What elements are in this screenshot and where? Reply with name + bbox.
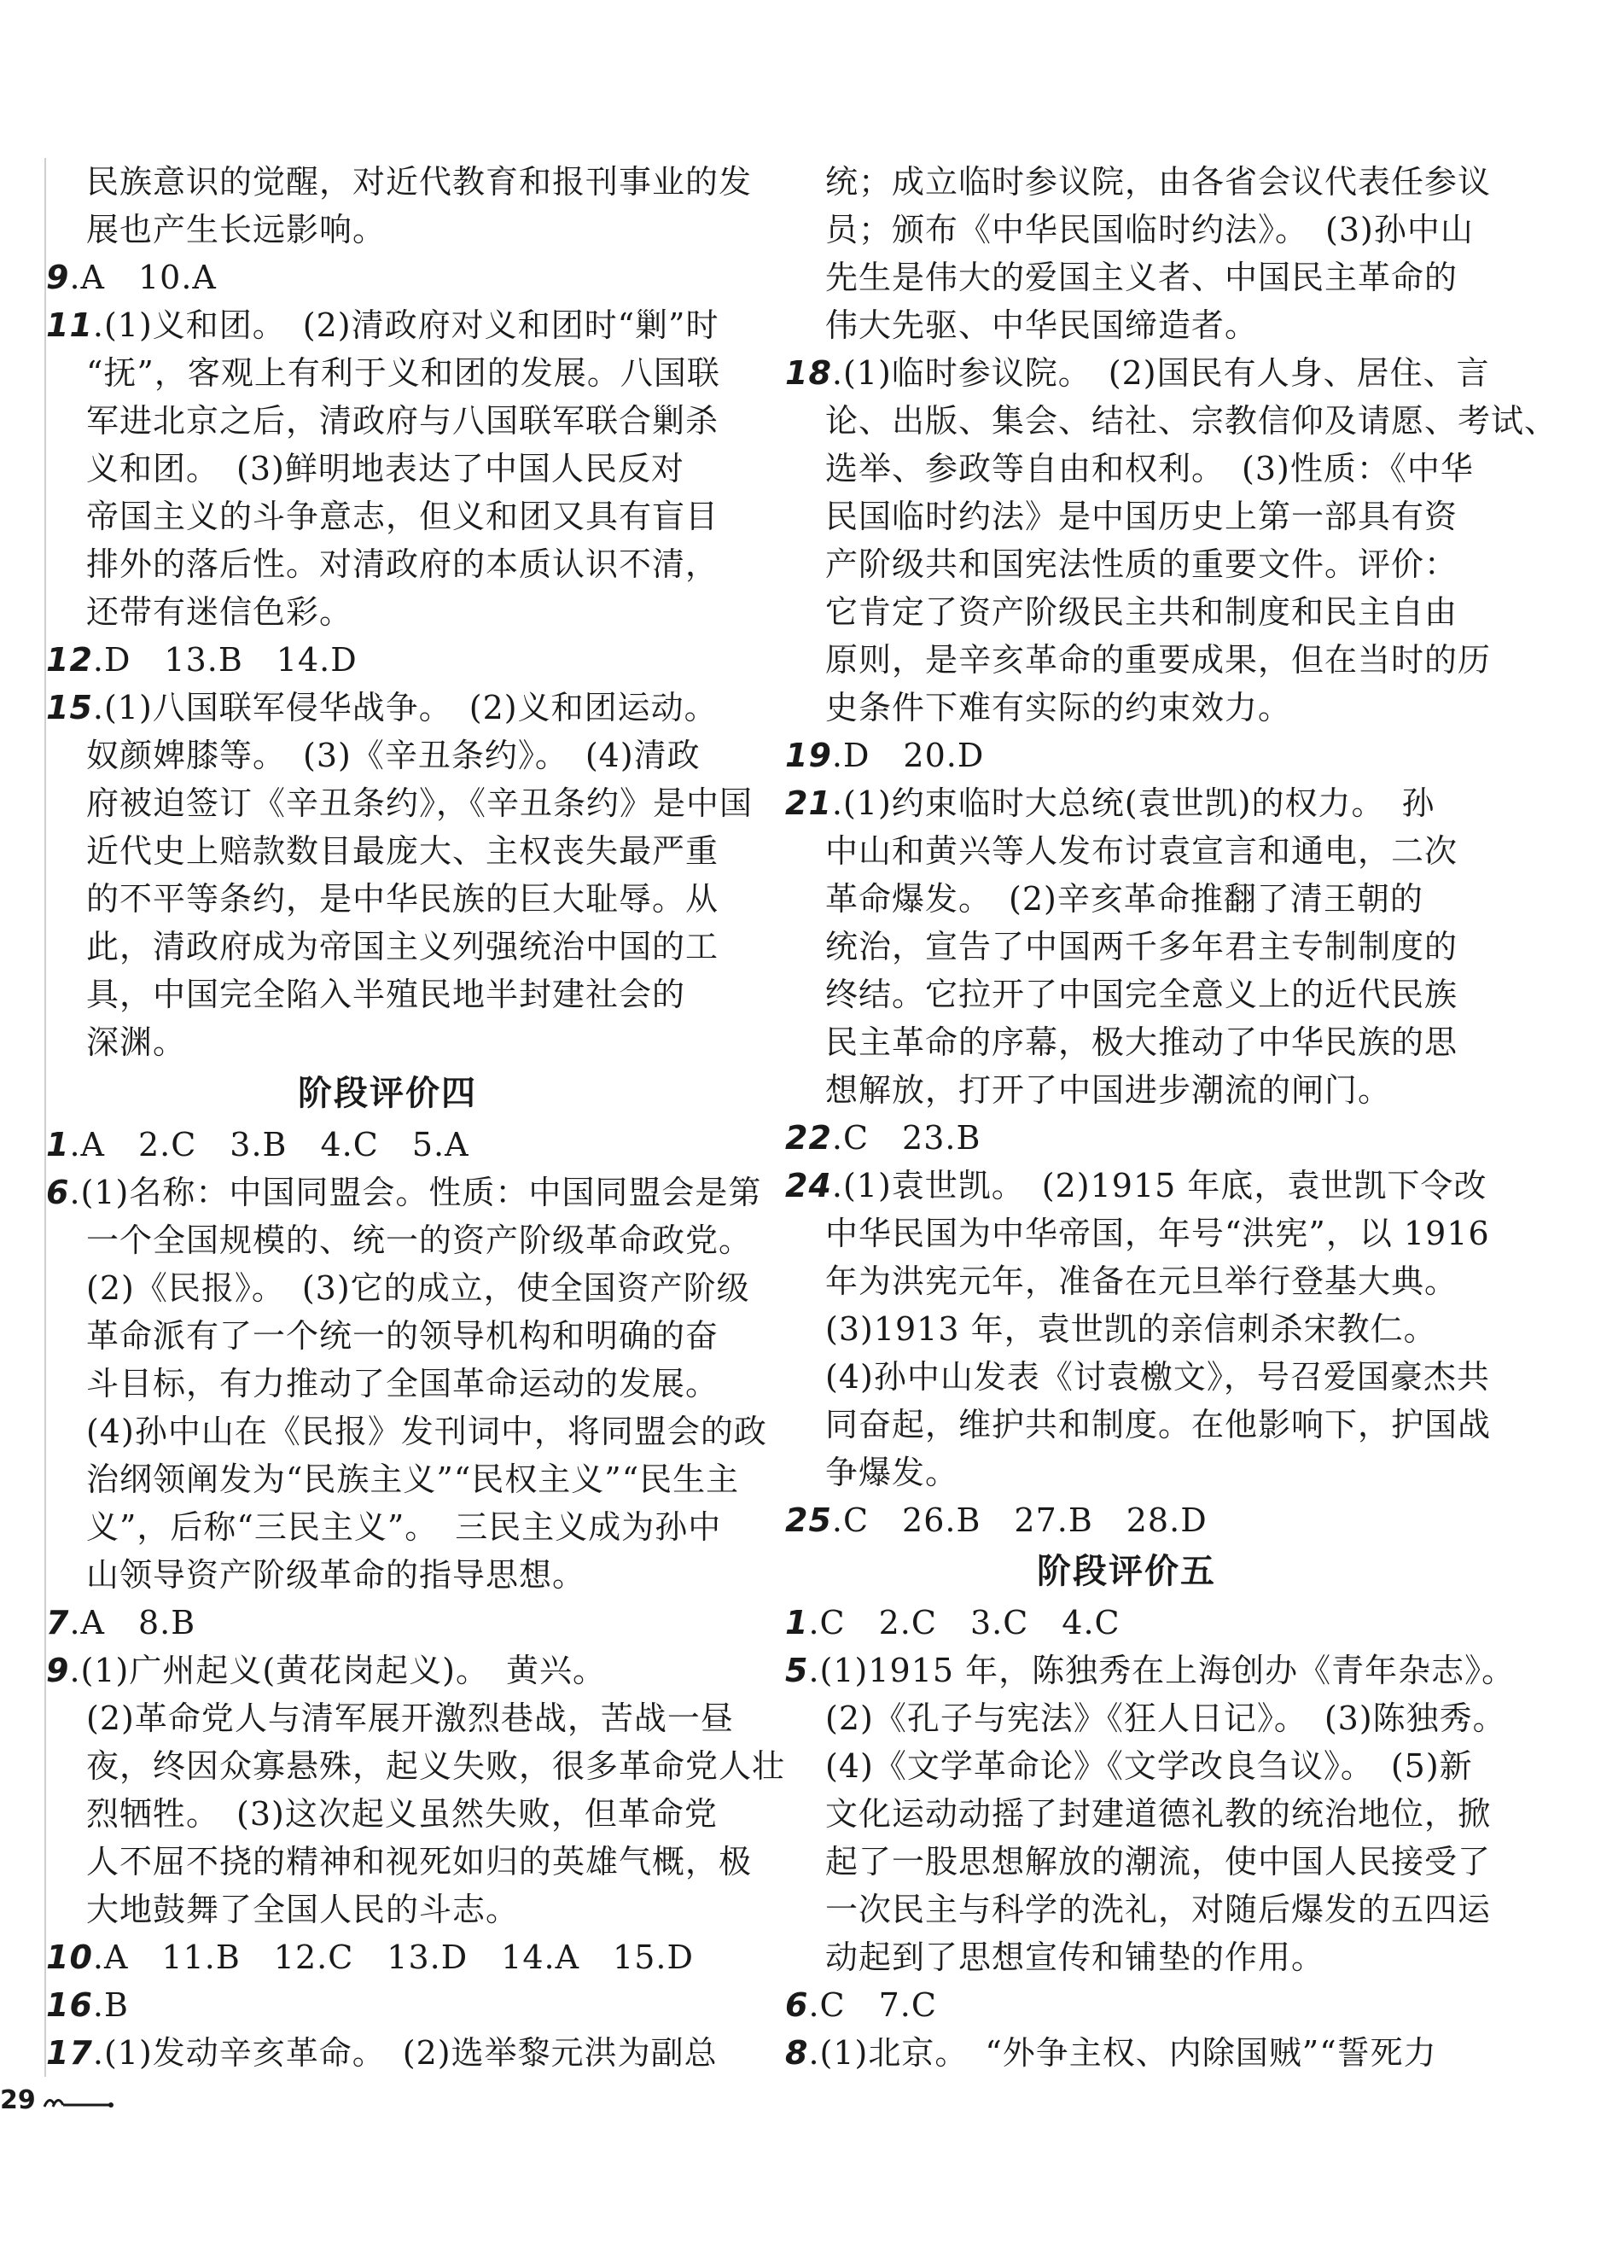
- answer-text: 论、出版、集会、结社、宗教信仰及请愿、考试、: [825, 402, 1558, 440]
- answer-text: 帝国主义的斗争意志，但义和团又具有盲目: [86, 498, 719, 535]
- answer-text: 想解放，打开了中国进步潮流的闸门。: [825, 1071, 1392, 1109]
- answer-text: 一个全国规模的、统一的资产阶级革命政党。: [86, 1221, 753, 1259]
- question-number: 25: [785, 1501, 832, 1539]
- answer-line: [785, 2029, 1468, 2077]
- right-column: [785, 158, 1558, 2077]
- answer-line: [785, 493, 1468, 540]
- answer-line: [785, 875, 1468, 923]
- answer-text: 统；成立临时参议院，由各省会议代表任参议: [825, 163, 1492, 201]
- answer-line: [46, 1886, 729, 1933]
- answer-text: .A 8.B: [69, 1604, 196, 1641]
- answer-text: 起了一股思想解放的潮流，使中国人民接受了: [825, 1843, 1492, 1880]
- answer-line: [785, 1114, 1468, 1162]
- answer-line: [46, 1312, 729, 1360]
- question-number: 19: [785, 737, 832, 774]
- answer-text: 史条件下难有实际的约束效力。: [825, 689, 1292, 726]
- answer-line: [785, 1599, 1468, 1647]
- answer-text: (4)《文学革命论》《文学改良刍议》。 (5)新: [825, 1747, 1473, 1785]
- answer-line: [785, 445, 1474, 493]
- answer-text: 还带有迷信色彩。: [86, 593, 353, 631]
- answer-line: [785, 158, 1492, 206]
- answer-text: 奴颜婢膝等。 (3)《辛丑条约》。 (4)清政: [86, 737, 701, 774]
- answer-text: 一次民主与科学的洗礼，对随后爆发的五四运: [825, 1891, 1492, 1928]
- answer-text: .C 2.C 3.C 4.C: [808, 1604, 1121, 1641]
- answer-text: 夜，终因众寡悬殊，起义失败，很多革命党人壮: [86, 1747, 786, 1785]
- answer-line: [785, 588, 1468, 636]
- answer-line: [46, 301, 729, 349]
- answer-text: .(1)广州起义(黄花岗起义)。 黄兴。: [69, 1652, 607, 1689]
- answer-text: 排外的落后性。对清政府的本质认识不清，: [86, 545, 719, 583]
- answer-line: [46, 684, 729, 732]
- question-number: 12: [46, 641, 93, 679]
- answer-line: [785, 1210, 1490, 1257]
- answer-line: [46, 971, 729, 1018]
- answer-text: .D 20.D: [831, 737, 985, 774]
- answer-line: [46, 1455, 740, 1503]
- answer-line: [785, 1257, 1468, 1305]
- answer-line: [46, 1647, 729, 1694]
- answer-text: 人不屈不挠的精神和视死如归的英雄气概，极: [86, 1843, 753, 1880]
- answer-line: [46, 636, 729, 684]
- answer-text: .C 7.C: [808, 1986, 937, 2024]
- answer-line: [785, 1018, 1468, 1066]
- answer-text: 革命爆发。 (2)辛亥革命推翻了清王朝的: [825, 880, 1423, 918]
- question-number: 5: [785, 1652, 809, 1689]
- answer-line: [46, 1216, 753, 1264]
- answer-line: [46, 875, 729, 923]
- answer-text: .A 10.A: [69, 259, 217, 296]
- question-number: 1: [785, 1604, 809, 1641]
- question-number: 15: [46, 689, 93, 726]
- question-number: 18: [785, 354, 832, 392]
- answer-line: [46, 1360, 729, 1408]
- answer-text: .A 2.C 3.B 4.C 5.A: [69, 1126, 469, 1163]
- answer-text: 烈牺牲。 (3)这次起义虽然失败，但革命党: [86, 1795, 718, 1833]
- answer-text: 年为洪宪元年，准备在元旦举行登基大典。: [825, 1262, 1458, 1300]
- answer-text: .B: [92, 1986, 129, 2024]
- answer-line: [46, 732, 729, 779]
- answer-line: [785, 1305, 1468, 1353]
- section-heading: 阶段评价四: [298, 1074, 477, 1113]
- answer-line: [46, 397, 729, 445]
- question-number: 7: [46, 1604, 70, 1641]
- answer-text: “抚”，客观上有利于义和团的发展。八国联: [86, 354, 720, 392]
- question-number: 6: [785, 1986, 809, 2024]
- answer-text: (3)1913 年，袁世凯的亲信刺杀宋教仁。: [825, 1310, 1437, 1348]
- answer-text: .C 23.B: [831, 1119, 981, 1157]
- answer-text: (4)孙中山发表《讨袁檄文》，号召爱国豪杰共: [825, 1358, 1490, 1396]
- answer-text: 展也产生长远影响。: [86, 211, 387, 248]
- answer-text: 深渊。: [86, 1023, 187, 1061]
- question-number: 9: [46, 259, 70, 296]
- answer-text: 近代史上赔款数目最庞大、主权丧失最严重: [86, 832, 719, 870]
- answer-line: [46, 1790, 729, 1838]
- answer-text: 产阶级共和国宪法性质的重要文件。评价：: [825, 545, 1458, 583]
- answer-text: 它肯定了资产阶级民主共和制度和民主自由: [825, 593, 1458, 631]
- answer-line: [785, 1401, 1492, 1449]
- answer-text: .D 13.B 14.D: [92, 641, 358, 679]
- answer-text: .(1)北京。 “外争主权、内除国贼”“誓死力: [808, 2034, 1437, 2072]
- answer-line: [785, 1162, 1487, 1210]
- question-number: 16: [46, 1986, 93, 2024]
- answer-line: [46, 540, 729, 588]
- answer-line: [46, 2029, 729, 2077]
- answer-line: [46, 349, 729, 397]
- answer-line: [785, 1838, 1492, 1886]
- answer-text: (4)孙中山在《民报》发刊词中，将同盟会的政: [86, 1413, 767, 1450]
- answer-line: [46, 1838, 753, 1886]
- answer-line: [785, 1449, 1468, 1496]
- answer-line: [46, 1981, 729, 2029]
- answer-line: [46, 1121, 729, 1169]
- answer-line: [46, 827, 729, 875]
- answer-line: [46, 1169, 762, 1216]
- question-number: 1: [46, 1126, 70, 1163]
- answer-line: [46, 779, 754, 827]
- answer-line: [46, 1018, 729, 1066]
- question-number: 10: [46, 1939, 93, 1976]
- answer-line: [785, 1790, 1492, 1838]
- left-column: [44, 158, 786, 2077]
- answer-line: [46, 1551, 729, 1599]
- answer-line: [785, 827, 1468, 875]
- answer-text: 同奋起，维护共和制度。在他影响下，护国战: [825, 1406, 1492, 1443]
- answer-line: [46, 254, 729, 301]
- answer-line: [785, 540, 1468, 588]
- answer-line: [785, 1496, 1468, 1544]
- answer-text: .A 11.B 12.C 13.D 14.A 15.D: [92, 1939, 694, 1976]
- question-number: 24: [785, 1167, 832, 1204]
- answer-text: 的不平等条约，是中华民族的巨大耻辱。从: [86, 880, 719, 918]
- footer-swoosh-icon: [41, 2090, 114, 2110]
- answer-text: 统治，宣告了中国两千多年君主专制制度的: [825, 928, 1458, 965]
- answer-text: 治纲领阐发为“民族主义”“民权主义”“民生主: [86, 1460, 740, 1498]
- answer-line: [785, 1066, 1468, 1114]
- answer-text: .(1)义和团。 (2)清政府对义和团时“剿”时: [92, 306, 719, 344]
- answer-text: .(1)袁世凯。 (2)1915 年底，袁世凯下令改: [831, 1167, 1487, 1204]
- answer-text: 民族意识的觉醒，对近代教育和报刊事业的发: [86, 163, 753, 201]
- answer-text: 此，清政府成为帝国主义列强统治中国的工: [86, 928, 719, 965]
- answer-text: .(1)名称：中国同盟会。性质：中国同盟会是第: [69, 1174, 762, 1211]
- answer-text: (2)《民报》。 (3)它的成立，使全国资产阶级: [86, 1269, 750, 1307]
- answer-text: (2)革命党人与清军展开激烈巷战，苦战一昼: [86, 1700, 734, 1737]
- answer-text: 中华民国为中华帝国，年号“洪宪”，以 1916: [825, 1215, 1490, 1252]
- answer-line: [785, 254, 1468, 301]
- section-heading: 阶段评价五: [1037, 1552, 1216, 1591]
- answer-text: .(1)发动辛亥革命。 (2)选举黎元洪为副总: [92, 2034, 718, 2072]
- answer-line: [785, 1981, 1468, 2029]
- answer-line: [785, 1933, 1468, 1981]
- answer-line: [785, 923, 1468, 971]
- answer-line: [46, 1503, 729, 1551]
- answer-text: 山领导资产阶级革命的指导思想。: [86, 1556, 586, 1594]
- answer-line: [46, 1408, 767, 1455]
- answer-line: [46, 445, 729, 493]
- answer-text: .(1)八国联军侵华战争。 (2)义和团运动。: [92, 689, 718, 726]
- question-number: 21: [785, 784, 832, 822]
- answer-text: 军进北京之后，清政府与八国联军联合剿杀: [86, 402, 719, 440]
- answer-text: 民国临时约法》是中国历史上第一部具有资: [825, 498, 1458, 535]
- answer-line: [785, 684, 1468, 732]
- answer-text: .(1)临时参议院。 (2)国民有人身、居住、言: [831, 354, 1490, 392]
- answer-text: 府被迫签订《辛丑条约》，《辛丑条约》是中国: [86, 784, 754, 822]
- answer-text: 斗目标，有力推动了全国革命运动的发展。: [86, 1365, 719, 1402]
- answer-line: [785, 1353, 1490, 1401]
- answer-line: [46, 158, 753, 206]
- answer-text: 终结。它拉开了中国完全意义上的近代民族: [825, 976, 1458, 1013]
- question-number: 9: [46, 1652, 70, 1689]
- answer-text: 先生是伟大的爱国主义者、中国民主革命的: [825, 259, 1458, 296]
- question-number: 11: [46, 306, 93, 344]
- answer-text: 中山和黄兴等人发布讨袁宣言和通电，二次: [825, 832, 1458, 870]
- answer-text: 文化运动动摇了封建道德礼教的统治地位，掀: [825, 1795, 1492, 1833]
- answer-text: 义”，后称“三民主义”。 三民主义成为孙中: [86, 1508, 722, 1546]
- answer-line: [46, 1599, 729, 1647]
- answer-text: 义和团。 (3)鲜明地表达了中国人民反对: [86, 450, 684, 487]
- answer-line: [46, 493, 729, 540]
- page-footer: [0, 2083, 114, 2117]
- answer-line: [785, 1694, 1506, 1742]
- answer-text: 动起到了思想宣传和铺垫的作用。: [825, 1939, 1325, 1976]
- page-number: 29: [0, 2084, 36, 2115]
- answer-text: (2)《孔子与宪法》《狂人日记》。 (3)陈独秀。: [825, 1700, 1506, 1737]
- answer-line: [785, 779, 1468, 827]
- answer-line: [46, 206, 729, 254]
- answer-text: 选举、参政等自由和权利。 (3)性质：《中华: [825, 450, 1474, 487]
- answer-line: [785, 301, 1468, 349]
- answer-text: 具，中国完全陷入半殖民地半封建社会的: [86, 976, 686, 1013]
- answer-text: 大地鼓舞了全国人民的斗志。: [86, 1891, 520, 1928]
- answer-text: 员；颁布《中华民国临时约法》。 (3)孙中山: [825, 211, 1474, 248]
- answer-line: [785, 397, 1558, 445]
- answer-text: .C 26.B 27.B 28.D: [831, 1501, 1208, 1539]
- answer-text: 民主革命的序幕，极大推动了中华民族的思: [825, 1023, 1458, 1061]
- question-number: 6: [46, 1174, 70, 1211]
- question-number: 17: [46, 2034, 93, 2072]
- answer-line: [785, 732, 1468, 779]
- answer-text: 革命派有了一个统一的领导机构和明确的奋: [86, 1317, 719, 1355]
- answer-text: 争爆发。: [825, 1454, 959, 1491]
- answer-line: [785, 349, 1490, 397]
- answer-line: [46, 1933, 729, 1981]
- answer-text: 原则，是辛亥革命的重要成果，但在当时的历: [825, 641, 1492, 679]
- question-number: 8: [785, 2034, 809, 2072]
- answer-line: [785, 1742, 1473, 1790]
- answer-line: [785, 971, 1468, 1018]
- question-number: 22: [785, 1119, 832, 1157]
- answer-line: [46, 1694, 734, 1742]
- answer-line: [46, 588, 729, 636]
- answer-line: [46, 1742, 786, 1790]
- answer-line: [785, 636, 1492, 684]
- answer-line: [785, 1886, 1492, 1933]
- answer-text: .(1)约束临时大总统(袁世凯)的权力。 孙: [831, 784, 1435, 822]
- answer-line: [46, 923, 729, 971]
- answer-text: 伟大先驱、中华民国缔造者。: [825, 306, 1259, 344]
- answer-line: [785, 206, 1474, 254]
- answer-line: [46, 1264, 750, 1312]
- answer-text: .(1)1915 年，陈独秀在上海创办《青年杂志》。: [808, 1652, 1516, 1689]
- answer-line: [785, 1647, 1516, 1694]
